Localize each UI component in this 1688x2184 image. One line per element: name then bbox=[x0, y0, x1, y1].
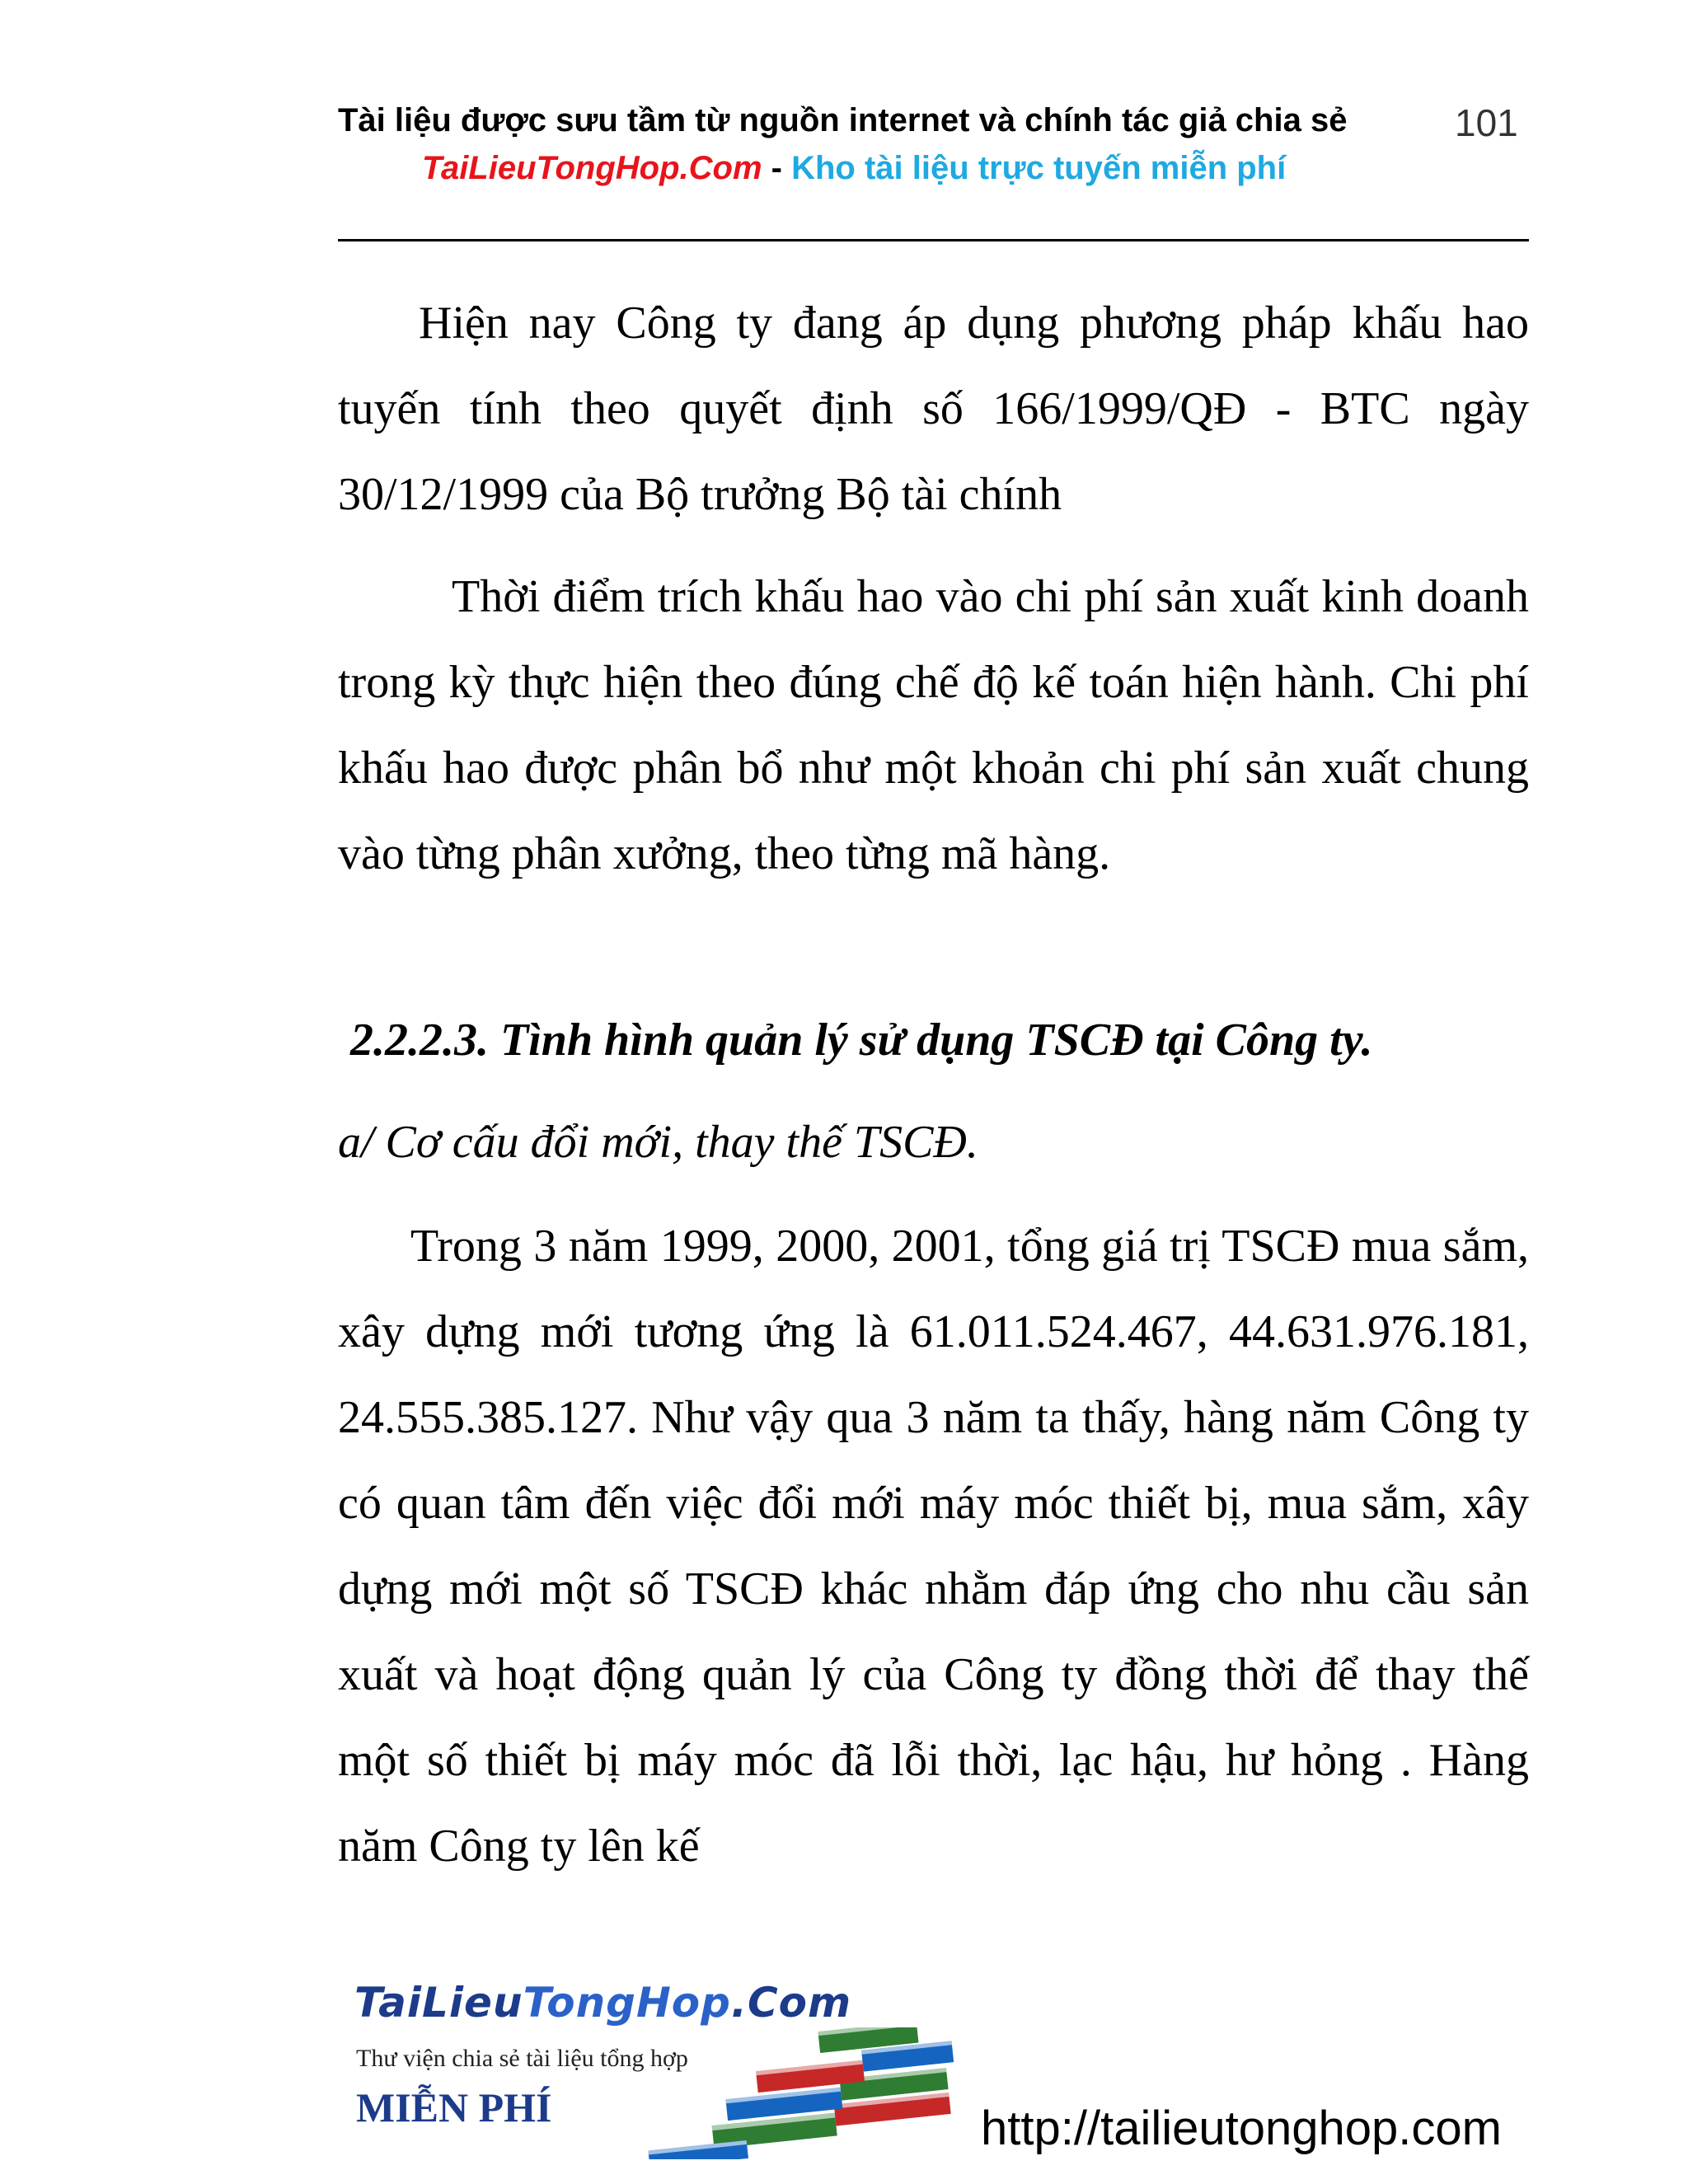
header-divider bbox=[338, 239, 1529, 241]
logo-title-part1: TaiLieu bbox=[354, 1979, 523, 2027]
page-number: 101 bbox=[1455, 101, 1518, 144]
footer-logo bbox=[346, 1970, 973, 2159]
header-separator: - bbox=[762, 150, 792, 186]
logo-title-part2: TongHop bbox=[523, 1979, 731, 2027]
header-tagline: Kho tài liệu trực tuyến miễn phí bbox=[791, 150, 1287, 186]
section-heading: 2.2.2.3. Tình hình quản lý sử dụng TSCĐ tại Công ty. bbox=[350, 1015, 1373, 1066]
header-site-line bbox=[422, 148, 1286, 188]
header-site-name: TaiLieuTongHop.Com bbox=[422, 150, 762, 186]
header-source-note: Tài liệu được sưu tầm từ nguồn internet và chính tác giả chia sẻ bbox=[338, 102, 1348, 138]
section-subheading: a/ Cơ cấu đổi mới, thay thế TSCĐ. bbox=[338, 1117, 978, 1168]
footer-url[interactable]: http://tailieutonghop.com bbox=[981, 2102, 1502, 2155]
paragraph-depreciation-method: Hiện nay Công ty đang áp dụng phương pháp khấu hao tuyến tính theo quyết định số 166/1999/QĐ - BTC ngày 30/12/1999 của Bộ trưởng Bộ tài chính bbox=[338, 298, 1529, 520]
logo-title bbox=[354, 1978, 851, 2027]
logo-subtitle: Thư viện chia sẻ tài liệu tổng hợp bbox=[356, 2045, 688, 2072]
paragraph-depreciation-timing: Thời điểm trích khấu hao vào chi phí sản xuất kinh doanh trong kỳ thực hiện theo đúng chế độ kế toán hiện hành. Chi phí khấu hao được phân bổ như một khoản chi phí sản xuất chung vào từng phân xưởng, theo từng mã hàng. bbox=[338, 571, 1529, 879]
paragraph-asset-renewal: Trong 3 năm 1999, 2000, 2001, tổng giá trị TSCĐ mua sắm, xây dựng mới tương ứng là 61.011.524.467, 44.631.976.181, 24.555.385.127. Như vậy qua 3 năm ta thấy, hàng năm Công ty có quan tâm đến việc đổi mới máy móc thiết bị, mua sắm, xây dựng mới một số TSCĐ khác nhằm đáp ứng cho nhu cầu sản xuất và hoạt động quản lý của Công ty đồng thời để thay thế một số thiết bị máy móc đã lỗi thời, lạc hậu, hư hỏng . Hàng năm Công ty lên kế bbox=[338, 1221, 1529, 1872]
logo-free-label: MIỄN PHÍ bbox=[356, 2084, 552, 2130]
books-icon bbox=[593, 2027, 973, 2159]
logo-title-part3: .Com bbox=[730, 1979, 852, 2027]
